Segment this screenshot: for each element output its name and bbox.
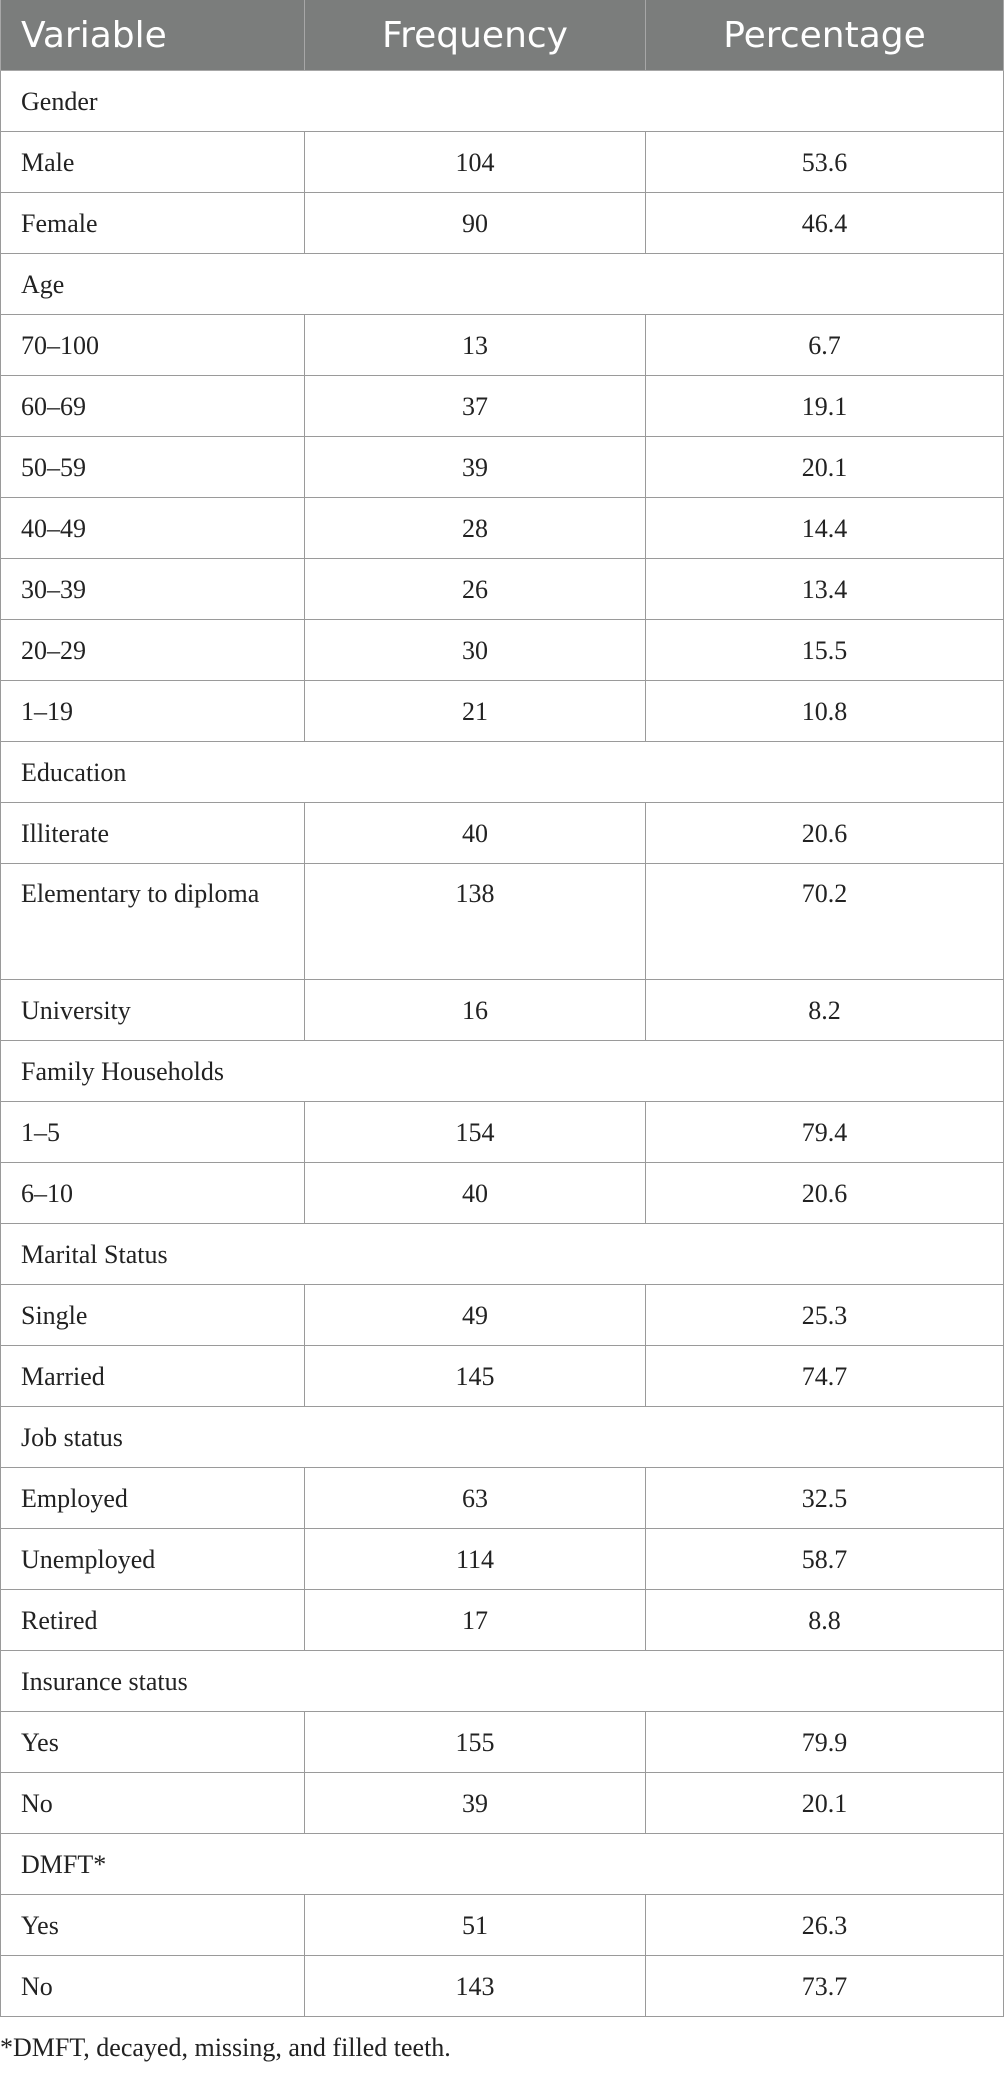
group-row — [1, 742, 1004, 803]
row-label: Illiterate — [1, 803, 305, 864]
row-label: Single — [1, 1285, 305, 1346]
row-label: Yes — [1, 1712, 305, 1773]
table-row — [1, 1346, 1004, 1407]
row-frequency: 17 — [305, 1590, 646, 1651]
row-label: Retired — [1, 1590, 305, 1651]
row-frequency: 104 — [305, 132, 646, 193]
row-frequency: 40 — [305, 1163, 646, 1224]
row-frequency: 154 — [305, 1102, 646, 1163]
row-label: 50–59 — [1, 437, 305, 498]
row-percentage: 13.4 — [646, 559, 1004, 620]
row-label: 40–49 — [1, 498, 305, 559]
row-percentage: 15.5 — [646, 620, 1004, 681]
group-title: Education — [1, 742, 1004, 803]
table-row — [1, 376, 1004, 437]
row-label: Elementary to diploma — [1, 864, 305, 980]
table-row — [1, 315, 1004, 376]
row-percentage: 14.4 — [646, 498, 1004, 559]
row-frequency: 30 — [305, 620, 646, 681]
group-row — [1, 1834, 1004, 1895]
table-row — [1, 980, 1004, 1041]
row-frequency: 49 — [305, 1285, 646, 1346]
group-title: Family Households — [1, 1041, 1004, 1102]
table-row — [1, 1102, 1004, 1163]
row-frequency: 39 — [305, 437, 646, 498]
row-percentage: 8.8 — [646, 1590, 1004, 1651]
row-label: 60–69 — [1, 376, 305, 437]
row-label: 70–100 — [1, 315, 305, 376]
row-percentage: 58.7 — [646, 1529, 1004, 1590]
row-frequency: 40 — [305, 803, 646, 864]
row-label: No — [1, 1773, 305, 1834]
row-frequency: 138 — [305, 864, 646, 980]
row-frequency: 145 — [305, 1346, 646, 1407]
group-row — [1, 1041, 1004, 1102]
row-percentage: 20.6 — [646, 1163, 1004, 1224]
table-header — [1, 0, 1004, 71]
table-body — [1, 71, 1004, 2017]
group-title: Marital Status — [1, 1224, 1004, 1285]
group-row — [1, 1407, 1004, 1468]
row-label: Yes — [1, 1895, 305, 1956]
row-percentage: 53.6 — [646, 132, 1004, 193]
header-variable: Variable — [1, 0, 305, 71]
row-label: University — [1, 980, 305, 1041]
row-percentage: 6.7 — [646, 315, 1004, 376]
row-label: Unemployed — [1, 1529, 305, 1590]
row-percentage: 20.6 — [646, 803, 1004, 864]
row-frequency: 13 — [305, 315, 646, 376]
table-row — [1, 193, 1004, 254]
row-percentage: 26.3 — [646, 1895, 1004, 1956]
row-label: Male — [1, 132, 305, 193]
group-title: DMFT* — [1, 1834, 1004, 1895]
row-frequency: 16 — [305, 980, 646, 1041]
row-frequency: 28 — [305, 498, 646, 559]
row-percentage: 46.4 — [646, 193, 1004, 254]
table-row — [1, 1712, 1004, 1773]
row-frequency: 37 — [305, 376, 646, 437]
row-label: 6–10 — [1, 1163, 305, 1224]
group-row — [1, 1224, 1004, 1285]
table-row — [1, 681, 1004, 742]
row-percentage: 73.7 — [646, 1956, 1004, 2017]
table-footnote: *DMFT, decayed, missing, and filled teeth. — [0, 2033, 451, 2062]
table-row — [1, 864, 1004, 980]
group-row — [1, 254, 1004, 315]
row-frequency: 155 — [305, 1712, 646, 1773]
table-row — [1, 1895, 1004, 1956]
row-percentage: 20.1 — [646, 437, 1004, 498]
row-percentage: 10.8 — [646, 681, 1004, 742]
row-label: 20–29 — [1, 620, 305, 681]
row-percentage: 79.9 — [646, 1712, 1004, 1773]
row-frequency: 21 — [305, 681, 646, 742]
table-row — [1, 1529, 1004, 1590]
group-row — [1, 71, 1004, 132]
group-row — [1, 1651, 1004, 1712]
table-row — [1, 498, 1004, 559]
row-frequency: 39 — [305, 1773, 646, 1834]
row-label: Employed — [1, 1468, 305, 1529]
header-percentage: Percentage — [646, 0, 1004, 71]
row-label: 1–19 — [1, 681, 305, 742]
row-percentage: 8.2 — [646, 980, 1004, 1041]
row-frequency: 114 — [305, 1529, 646, 1590]
table-row — [1, 559, 1004, 620]
row-frequency: 51 — [305, 1895, 646, 1956]
table-row — [1, 437, 1004, 498]
row-label: 30–39 — [1, 559, 305, 620]
row-percentage: 70.2 — [646, 864, 1004, 980]
table-row — [1, 1468, 1004, 1529]
group-title: Gender — [1, 71, 1004, 132]
table-row — [1, 620, 1004, 681]
table-row — [1, 1590, 1004, 1651]
table-row — [1, 1163, 1004, 1224]
row-label: 1–5 — [1, 1102, 305, 1163]
row-frequency: 90 — [305, 193, 646, 254]
row-percentage: 25.3 — [646, 1285, 1004, 1346]
table-row — [1, 1956, 1004, 2017]
group-title: Insurance status — [1, 1651, 1004, 1712]
row-percentage: 20.1 — [646, 1773, 1004, 1834]
header-frequency: Frequency — [305, 0, 646, 71]
table-row — [1, 1285, 1004, 1346]
row-label: Married — [1, 1346, 305, 1407]
row-frequency: 26 — [305, 559, 646, 620]
group-title: Age — [1, 254, 1004, 315]
row-percentage: 32.5 — [646, 1468, 1004, 1529]
header-row — [1, 0, 1004, 71]
row-label: No — [1, 1956, 305, 2017]
group-title: Job status — [1, 1407, 1004, 1468]
row-percentage: 74.7 — [646, 1346, 1004, 1407]
row-frequency: 143 — [305, 1956, 646, 2017]
row-percentage: 79.4 — [646, 1102, 1004, 1163]
row-frequency: 63 — [305, 1468, 646, 1529]
table-row — [1, 1773, 1004, 1834]
table-row — [1, 803, 1004, 864]
row-percentage: 19.1 — [646, 376, 1004, 437]
row-label: Female — [1, 193, 305, 254]
table-row — [1, 132, 1004, 193]
